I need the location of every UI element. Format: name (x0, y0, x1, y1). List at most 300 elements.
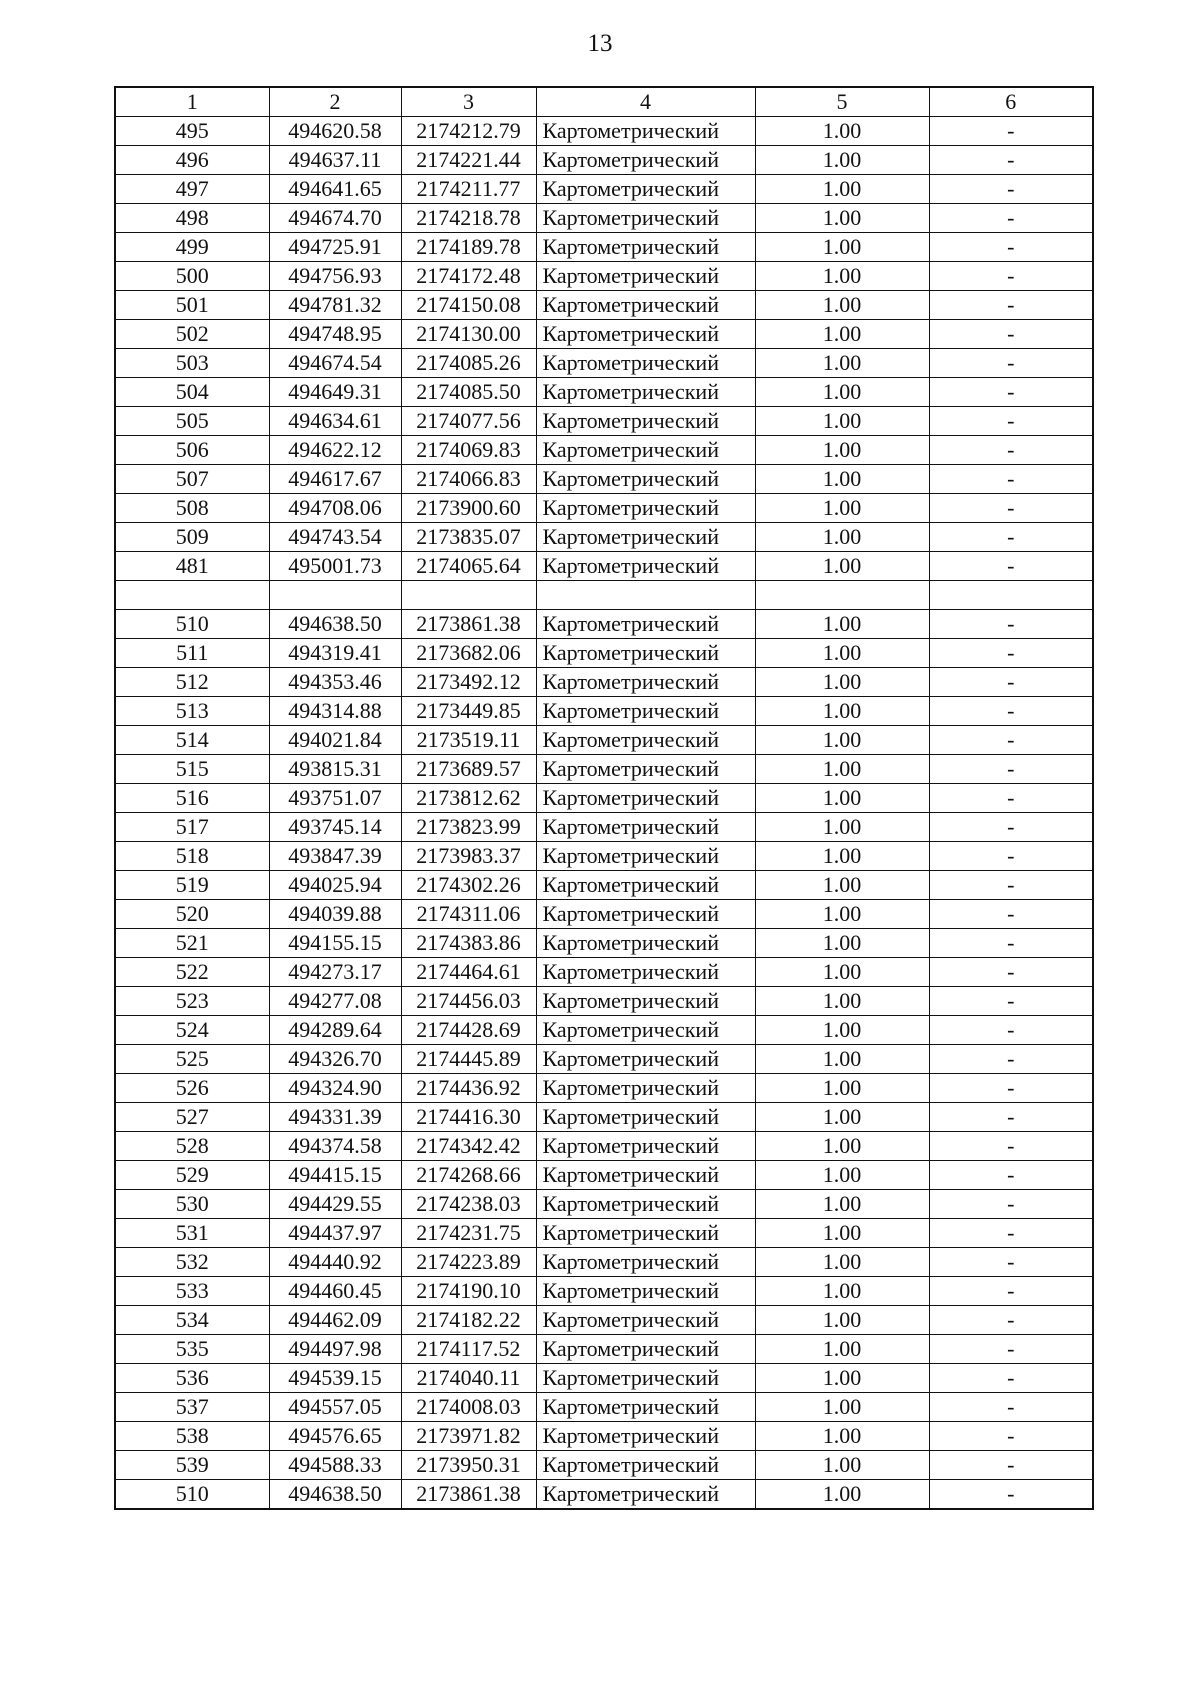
x-coordinate-cell: 494314.88 (269, 697, 401, 726)
description-cell: - (929, 523, 1093, 552)
y-coordinate-cell: 2173900.60 (401, 494, 536, 523)
y-coordinate-cell: 2174077.56 (401, 407, 536, 436)
accuracy-cell: 1.00 (755, 668, 929, 697)
header-cell-point-number: 1 (115, 87, 269, 117)
x-coordinate-cell: 494576.65 (269, 1422, 401, 1451)
x-coordinate-cell: 493847.39 (269, 842, 401, 871)
point-number-cell: 532 (115, 1248, 269, 1277)
accuracy-cell: 1.00 (755, 407, 929, 436)
point-number-cell: 498 (115, 204, 269, 233)
point-number-cell: 510 (115, 1480, 269, 1510)
description-cell: - (929, 639, 1093, 668)
description-cell: - (929, 1335, 1093, 1364)
y-coordinate-cell: 2173682.06 (401, 639, 536, 668)
description-cell: - (929, 610, 1093, 639)
x-coordinate-cell: 494429.55 (269, 1190, 401, 1219)
y-coordinate-cell: 2174268.66 (401, 1161, 536, 1190)
x-coordinate-cell: 494039.88 (269, 900, 401, 929)
description-cell: - (929, 784, 1093, 813)
accuracy-cell (755, 581, 929, 610)
table-row (115, 871, 1093, 900)
method-cell: Картометрический (536, 1219, 755, 1248)
x-coordinate-cell: 494415.15 (269, 1161, 401, 1190)
accuracy-cell: 1.00 (755, 697, 929, 726)
x-coordinate-cell (269, 581, 401, 610)
point-number-cell: 517 (115, 813, 269, 842)
description-cell: - (929, 871, 1093, 900)
description-cell: - (929, 1016, 1093, 1045)
method-cell: Картометрический (536, 610, 755, 639)
accuracy-cell: 1.00 (755, 900, 929, 929)
method-cell: Картометрический (536, 349, 755, 378)
method-cell: Картометрический (536, 842, 755, 871)
point-number-cell: 512 (115, 668, 269, 697)
accuracy-cell: 1.00 (755, 958, 929, 987)
x-coordinate-cell: 494638.50 (269, 1480, 401, 1510)
point-number-cell: 529 (115, 1161, 269, 1190)
table-row (115, 987, 1093, 1016)
method-cell: Картометрический (536, 523, 755, 552)
x-coordinate-cell: 494781.32 (269, 291, 401, 320)
accuracy-cell: 1.00 (755, 1045, 929, 1074)
y-coordinate-cell: 2174223.89 (401, 1248, 536, 1277)
accuracy-cell: 1.00 (755, 1277, 929, 1306)
description-cell: - (929, 987, 1093, 1016)
point-number-cell: 514 (115, 726, 269, 755)
point-number-cell: 526 (115, 1074, 269, 1103)
accuracy-cell: 1.00 (755, 755, 929, 784)
accuracy-cell: 1.00 (755, 291, 929, 320)
accuracy-cell: 1.00 (755, 320, 929, 349)
table-row (115, 523, 1093, 552)
y-coordinate-cell: 2174172.48 (401, 262, 536, 291)
accuracy-cell: 1.00 (755, 1451, 929, 1480)
method-cell: Картометрический (536, 291, 755, 320)
table-row (115, 146, 1093, 175)
y-coordinate-cell: 2174221.44 (401, 146, 536, 175)
y-coordinate-cell: 2174383.86 (401, 929, 536, 958)
table-row (115, 1045, 1093, 1074)
table-row (115, 1190, 1093, 1219)
accuracy-cell: 1.00 (755, 1248, 929, 1277)
table-row (115, 697, 1093, 726)
method-cell: Картометрический (536, 1277, 755, 1306)
method-cell: Картометрический (536, 1451, 755, 1480)
table-row (115, 610, 1093, 639)
method-cell: Картометрический (536, 1132, 755, 1161)
header-cell-y: 3 (401, 87, 536, 117)
x-coordinate-cell: 494155.15 (269, 929, 401, 958)
method-cell: Картометрический (536, 1306, 755, 1335)
point-number-cell: 495 (115, 117, 269, 146)
y-coordinate-cell: 2174428.69 (401, 1016, 536, 1045)
description-cell: - (929, 1480, 1093, 1510)
table-row (115, 117, 1093, 146)
table-row (115, 262, 1093, 291)
method-cell: Картометрический (536, 1016, 755, 1045)
y-coordinate-cell: 2174182.22 (401, 1306, 536, 1335)
point-number-cell: 527 (115, 1103, 269, 1132)
y-coordinate-cell: 2173812.62 (401, 784, 536, 813)
y-coordinate-cell: 2174211.77 (401, 175, 536, 204)
y-coordinate-cell: 2174130.00 (401, 320, 536, 349)
point-number-cell: 504 (115, 378, 269, 407)
header-row (115, 87, 1093, 117)
table-row (115, 378, 1093, 407)
header-cell-description: 6 (929, 87, 1093, 117)
table-row (115, 581, 1093, 610)
y-coordinate-cell: 2173835.07 (401, 523, 536, 552)
y-coordinate-cell: 2174445.89 (401, 1045, 536, 1074)
method-cell: Картометрический (536, 552, 755, 581)
table-row (115, 407, 1093, 436)
accuracy-cell: 1.00 (755, 233, 929, 262)
method-cell: Картометрический (536, 494, 755, 523)
x-coordinate-cell: 494273.17 (269, 958, 401, 987)
point-number-cell: 538 (115, 1422, 269, 1451)
accuracy-cell: 1.00 (755, 378, 929, 407)
method-cell: Картометрический (536, 175, 755, 204)
y-coordinate-cell: 2174218.78 (401, 204, 536, 233)
table-row (115, 1016, 1093, 1045)
x-coordinate-cell: 494374.58 (269, 1132, 401, 1161)
method-cell: Картометрический (536, 465, 755, 494)
x-coordinate-cell: 494725.91 (269, 233, 401, 262)
method-cell: Картометрический (536, 1335, 755, 1364)
x-coordinate-cell: 495001.73 (269, 552, 401, 581)
accuracy-cell: 1.00 (755, 813, 929, 842)
point-number-cell: 525 (115, 1045, 269, 1074)
y-coordinate-cell: 2174150.08 (401, 291, 536, 320)
x-coordinate-cell: 494021.84 (269, 726, 401, 755)
table-row (115, 1161, 1093, 1190)
x-coordinate-cell: 494497.98 (269, 1335, 401, 1364)
accuracy-cell: 1.00 (755, 1103, 929, 1132)
point-number-cell: 497 (115, 175, 269, 204)
accuracy-cell: 1.00 (755, 784, 929, 813)
table-row (115, 813, 1093, 842)
description-cell: - (929, 291, 1093, 320)
table-row (115, 726, 1093, 755)
table-row (115, 1451, 1093, 1480)
y-coordinate-cell: 2174069.83 (401, 436, 536, 465)
table-row (115, 465, 1093, 494)
x-coordinate-cell: 494462.09 (269, 1306, 401, 1335)
point-number-cell: 496 (115, 146, 269, 175)
method-cell: Картометрический (536, 668, 755, 697)
x-coordinate-cell: 494674.54 (269, 349, 401, 378)
x-coordinate-cell: 494743.54 (269, 523, 401, 552)
accuracy-cell: 1.00 (755, 1422, 929, 1451)
accuracy-cell: 1.00 (755, 1074, 929, 1103)
table-row (115, 1306, 1093, 1335)
method-cell: Картометрический (536, 755, 755, 784)
description-cell: - (929, 1306, 1093, 1335)
table-row (115, 320, 1093, 349)
method-cell: Картометрический (536, 407, 755, 436)
x-coordinate-cell: 494324.90 (269, 1074, 401, 1103)
accuracy-cell: 1.00 (755, 726, 929, 755)
method-cell: Картометрический (536, 1161, 755, 1190)
description-cell: - (929, 146, 1093, 175)
accuracy-cell: 1.00 (755, 349, 929, 378)
point-number-cell (115, 581, 269, 610)
y-coordinate-cell: 2173823.99 (401, 813, 536, 842)
x-coordinate-cell: 494641.65 (269, 175, 401, 204)
point-number-cell: 522 (115, 958, 269, 987)
method-cell: Картометрический (536, 813, 755, 842)
point-number-cell: 520 (115, 900, 269, 929)
accuracy-cell: 1.00 (755, 1480, 929, 1510)
x-coordinate-cell: 493745.14 (269, 813, 401, 842)
accuracy-cell: 1.00 (755, 262, 929, 291)
y-coordinate-cell: 2174231.75 (401, 1219, 536, 1248)
method-cell: Картометрический (536, 784, 755, 813)
table-row (115, 958, 1093, 987)
method-cell: Картометрический (536, 146, 755, 175)
method-cell: Картометрический (536, 639, 755, 668)
coordinates-table (114, 86, 1094, 1510)
description-cell: - (929, 813, 1093, 842)
y-coordinate-cell: 2174464.61 (401, 958, 536, 987)
point-number-cell: 536 (115, 1364, 269, 1393)
accuracy-cell: 1.00 (755, 552, 929, 581)
x-coordinate-cell: 494638.50 (269, 610, 401, 639)
x-coordinate-cell: 494557.05 (269, 1393, 401, 1422)
x-coordinate-cell: 494331.39 (269, 1103, 401, 1132)
y-coordinate-cell: 2173861.38 (401, 1480, 536, 1510)
page-number: 13 (587, 30, 613, 57)
y-coordinate-cell: 2174212.79 (401, 117, 536, 146)
y-coordinate-cell: 2174008.03 (401, 1393, 536, 1422)
accuracy-cell: 1.00 (755, 1393, 929, 1422)
table-row (115, 842, 1093, 871)
point-number-cell: 515 (115, 755, 269, 784)
accuracy-cell: 1.00 (755, 929, 929, 958)
point-number-cell: 533 (115, 1277, 269, 1306)
description-cell: - (929, 175, 1093, 204)
x-coordinate-cell: 494756.93 (269, 262, 401, 291)
description-cell: - (929, 668, 1093, 697)
table-row (115, 1277, 1093, 1306)
table-row (115, 1219, 1093, 1248)
description-cell: - (929, 320, 1093, 349)
y-coordinate-cell: 2174190.10 (401, 1277, 536, 1306)
description-cell: - (929, 1364, 1093, 1393)
point-number-cell: 530 (115, 1190, 269, 1219)
method-cell (536, 581, 755, 610)
table-row (115, 552, 1093, 581)
table-row (115, 233, 1093, 262)
description-cell: - (929, 1422, 1093, 1451)
table-row (115, 784, 1093, 813)
y-coordinate-cell: 2174342.42 (401, 1132, 536, 1161)
point-number-cell: 500 (115, 262, 269, 291)
accuracy-cell: 1.00 (755, 1364, 929, 1393)
point-number-cell: 521 (115, 929, 269, 958)
method-cell: Картометрический (536, 1422, 755, 1451)
accuracy-cell: 1.00 (755, 842, 929, 871)
y-coordinate-cell: 2174456.03 (401, 987, 536, 1016)
description-cell: - (929, 726, 1093, 755)
method-cell: Картометрический (536, 1103, 755, 1132)
description-cell: - (929, 929, 1093, 958)
table-row (115, 900, 1093, 929)
x-coordinate-cell: 494277.08 (269, 987, 401, 1016)
table-row (115, 1248, 1093, 1277)
table-row (115, 1364, 1093, 1393)
description-cell: - (929, 349, 1093, 378)
header-cell-accuracy: 5 (755, 87, 929, 117)
point-number-cell: 511 (115, 639, 269, 668)
point-number-cell: 501 (115, 291, 269, 320)
table-row (115, 1393, 1093, 1422)
y-coordinate-cell: 2173449.85 (401, 697, 536, 726)
description-cell: - (929, 378, 1093, 407)
accuracy-cell: 1.00 (755, 1219, 929, 1248)
table-row (115, 639, 1093, 668)
x-coordinate-cell: 493751.07 (269, 784, 401, 813)
table-row (115, 494, 1093, 523)
description-cell: - (929, 117, 1093, 146)
table-row (115, 1074, 1093, 1103)
point-number-cell: 523 (115, 987, 269, 1016)
accuracy-cell: 1.00 (755, 523, 929, 552)
point-number-cell: 535 (115, 1335, 269, 1364)
description-cell: - (929, 755, 1093, 784)
description-cell: - (929, 465, 1093, 494)
table-row (115, 436, 1093, 465)
point-number-cell: 499 (115, 233, 269, 262)
table-row (115, 204, 1093, 233)
y-coordinate-cell: 2174085.26 (401, 349, 536, 378)
x-coordinate-cell: 494649.31 (269, 378, 401, 407)
table-row (115, 1103, 1093, 1132)
accuracy-cell: 1.00 (755, 1132, 929, 1161)
table-row (115, 755, 1093, 784)
x-coordinate-cell: 494460.45 (269, 1277, 401, 1306)
accuracy-cell: 1.00 (755, 146, 929, 175)
method-cell: Картометрический (536, 726, 755, 755)
point-number-cell: 513 (115, 697, 269, 726)
method-cell: Картометрический (536, 1393, 755, 1422)
y-coordinate-cell: 2174040.11 (401, 1364, 536, 1393)
accuracy-cell: 1.00 (755, 436, 929, 465)
point-number-cell: 516 (115, 784, 269, 813)
table-row (115, 668, 1093, 697)
y-coordinate-cell: 2173983.37 (401, 842, 536, 871)
description-cell (929, 581, 1093, 610)
method-cell: Картометрический (536, 1074, 755, 1103)
description-cell: - (929, 1451, 1093, 1480)
x-coordinate-cell: 494622.12 (269, 436, 401, 465)
accuracy-cell: 1.00 (755, 1306, 929, 1335)
table-row (115, 291, 1093, 320)
accuracy-cell: 1.00 (755, 610, 929, 639)
accuracy-cell: 1.00 (755, 175, 929, 204)
description-cell: - (929, 900, 1093, 929)
y-coordinate-cell: 2174311.06 (401, 900, 536, 929)
table-row (115, 1132, 1093, 1161)
y-coordinate-cell: 2173519.11 (401, 726, 536, 755)
header-cell-x: 2 (269, 87, 401, 117)
point-number-cell: 534 (115, 1306, 269, 1335)
point-number-cell: 505 (115, 407, 269, 436)
table-header (115, 87, 1093, 117)
method-cell: Картометрический (536, 1248, 755, 1277)
description-cell: - (929, 407, 1093, 436)
point-number-cell: 528 (115, 1132, 269, 1161)
y-coordinate-cell: 2173689.57 (401, 755, 536, 784)
x-coordinate-cell: 494539.15 (269, 1364, 401, 1393)
description-cell: - (929, 494, 1093, 523)
point-number-cell: 518 (115, 842, 269, 871)
accuracy-cell: 1.00 (755, 1016, 929, 1045)
method-cell: Картометрический (536, 204, 755, 233)
method-cell: Картометрический (536, 900, 755, 929)
description-cell: - (929, 552, 1093, 581)
method-cell: Картометрический (536, 1045, 755, 1074)
description-cell: - (929, 262, 1093, 291)
point-number-cell: 510 (115, 610, 269, 639)
table-row (115, 1422, 1093, 1451)
table-row (115, 929, 1093, 958)
y-coordinate-cell: 2173861.38 (401, 610, 536, 639)
description-cell: - (929, 842, 1093, 871)
point-number-cell: 503 (115, 349, 269, 378)
y-coordinate-cell: 2174117.52 (401, 1335, 536, 1364)
method-cell: Картометрический (536, 233, 755, 262)
description-cell: - (929, 1277, 1093, 1306)
table-row (115, 1480, 1093, 1510)
header-cell-method: 4 (536, 87, 755, 117)
description-cell: - (929, 1248, 1093, 1277)
description-cell: - (929, 958, 1093, 987)
x-coordinate-cell: 494674.70 (269, 204, 401, 233)
point-number-cell: 506 (115, 436, 269, 465)
point-number-cell: 509 (115, 523, 269, 552)
method-cell: Картометрический (536, 320, 755, 349)
table-row (115, 349, 1093, 378)
y-coordinate-cell: 2174436.92 (401, 1074, 536, 1103)
y-coordinate-cell (401, 581, 536, 610)
x-coordinate-cell: 494708.06 (269, 494, 401, 523)
x-coordinate-cell: 494319.41 (269, 639, 401, 668)
accuracy-cell: 1.00 (755, 1335, 929, 1364)
method-cell: Картометрический (536, 1190, 755, 1219)
accuracy-cell: 1.00 (755, 494, 929, 523)
accuracy-cell: 1.00 (755, 465, 929, 494)
method-cell: Картометрический (536, 929, 755, 958)
x-coordinate-cell: 494289.64 (269, 1016, 401, 1045)
method-cell: Картометрический (536, 117, 755, 146)
method-cell: Картометрический (536, 958, 755, 987)
y-coordinate-cell: 2174189.78 (401, 233, 536, 262)
x-coordinate-cell: 494637.11 (269, 146, 401, 175)
y-coordinate-cell: 2174085.50 (401, 378, 536, 407)
x-coordinate-cell: 493815.31 (269, 755, 401, 784)
y-coordinate-cell: 2174302.26 (401, 871, 536, 900)
y-coordinate-cell: 2174416.30 (401, 1103, 536, 1132)
point-number-cell: 508 (115, 494, 269, 523)
description-cell: - (929, 1103, 1093, 1132)
point-number-cell: 519 (115, 871, 269, 900)
x-coordinate-cell: 494437.97 (269, 1219, 401, 1248)
point-number-cell: 539 (115, 1451, 269, 1480)
accuracy-cell: 1.00 (755, 871, 929, 900)
y-coordinate-cell: 2173492.12 (401, 668, 536, 697)
description-cell: - (929, 436, 1093, 465)
